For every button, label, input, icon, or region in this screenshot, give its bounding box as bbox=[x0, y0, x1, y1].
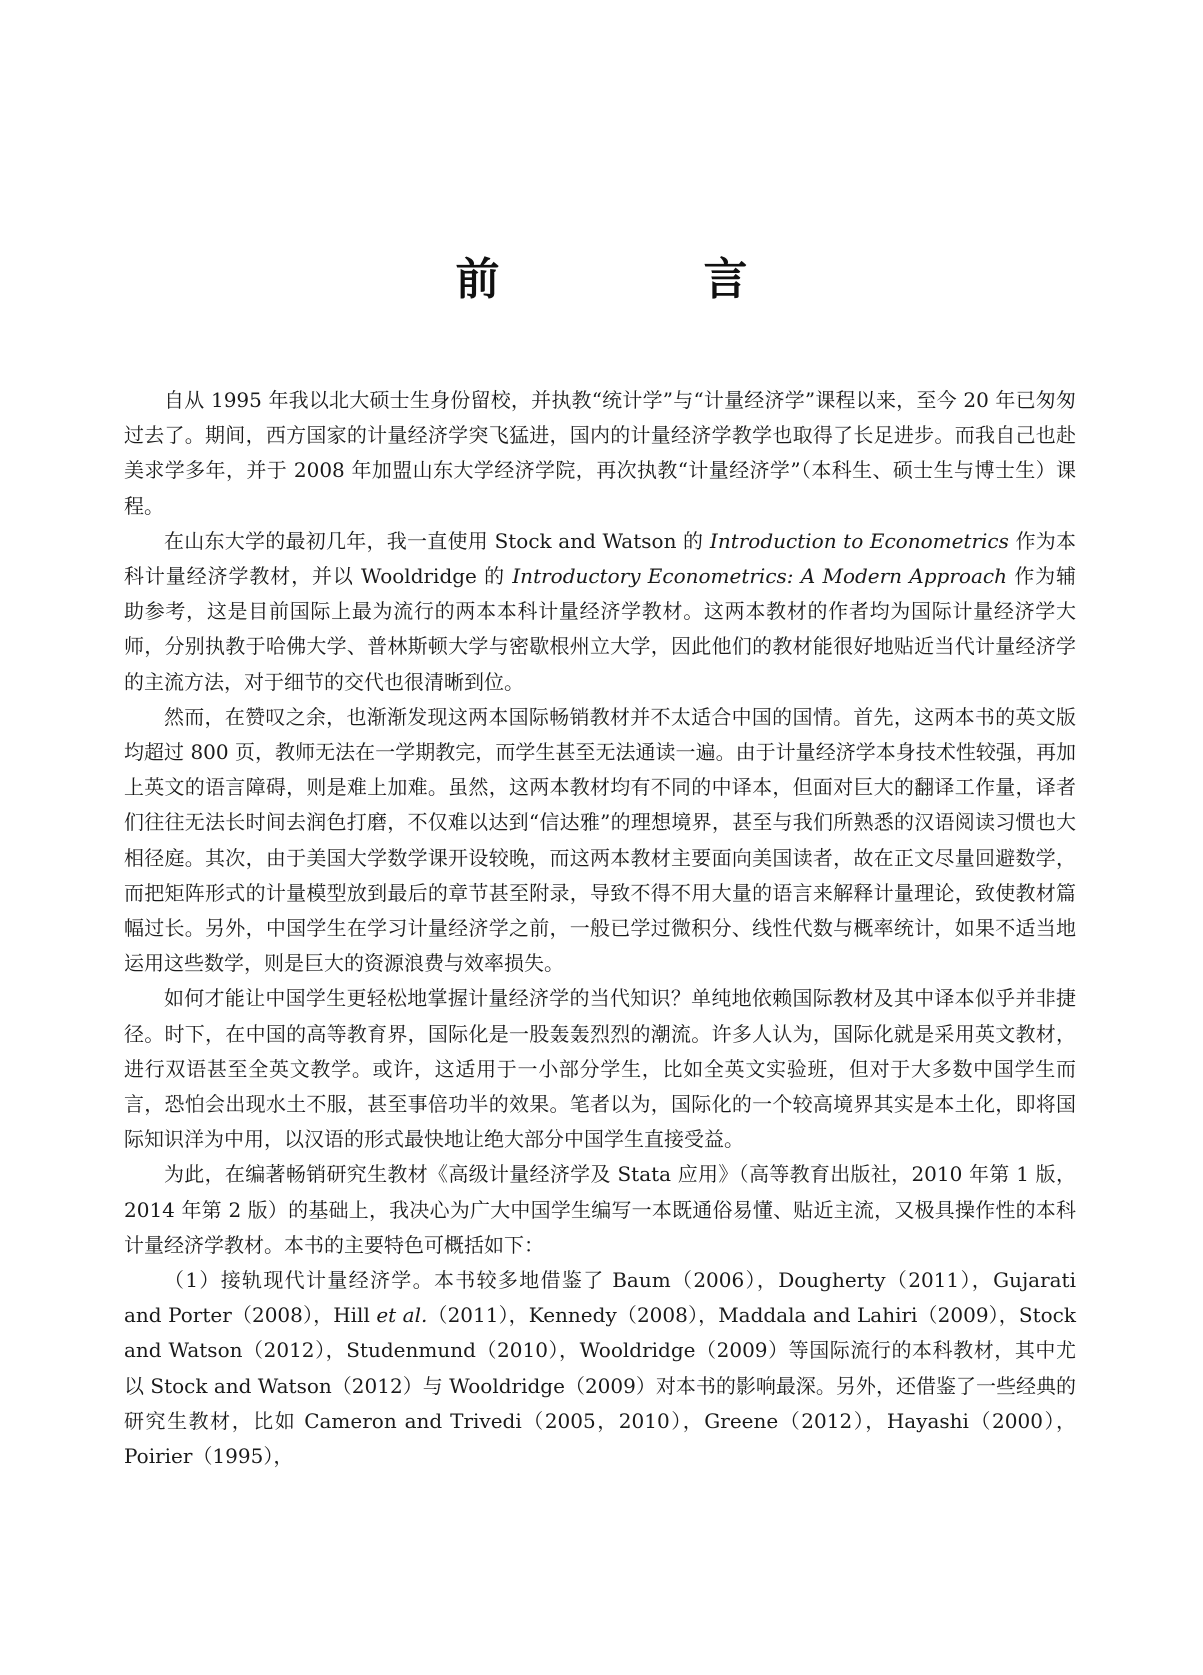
paragraph-2-text-a: 在山东大学的最初几年，我一直使用 Stock and Watson 的 bbox=[164, 528, 710, 553]
paragraph-6 bbox=[124, 1263, 1076, 1474]
paragraph-2-text-c: 作为本科计量经济学教材，并以 Wooldridge 的 bbox=[124, 528, 1077, 589]
paragraph-6-text-a: （1）接轨现代计量经济学。本书较多地借鉴了 Baum（2006），Dougherty（2011），Gujarati and Porter（2008），Hill bbox=[124, 1268, 1076, 1328]
paragraph-2 bbox=[124, 524, 1076, 700]
paragraph-3: 然而，在赞叹之余，也渐渐发现这两本国际畅销教材并不太适合中国的国情。首先，这两本书的英文版均超过 800 页，教师无法在一学期教完，而学生甚至无法通读一遍。由于计量经济学本身技术性较强，再加上英文的语言障碍，则是难上加难。虽然，这两本教材均有不同的中译本，但面对巨大的翻译工作量，译者们往往无法长时间去润色打磨，不仅难以达到“信达雅”的理想境界，甚至与我们所熟悉的汉语阅读习惯也大相径庭。其次，由于美国大学数学课开设较晚，而这两本教材主要面向美国读者，故在正文尽量回避数学，而把矩阵形式的计量模型放到最后的章节甚至附录，导致不得不用大量的语言来解释计量理论，致使教材篇幅过长。另外，中国学生在学习计量经济学之前，一般已学过微积分、线性代数与概率统计，如果不适当地运用这些数学，则是巨大的资源浪费与效率损失。 bbox=[124, 704, 1076, 976]
page-title: 前 言 bbox=[455, 254, 828, 305]
book-title-wooldridge: Introductory Econometrics: A Modern Approach bbox=[512, 564, 1007, 589]
et-al-italic: et al. bbox=[376, 1303, 428, 1328]
paragraph-1: 自从 1995 年我以北大硕士生身份留校，并执教“统计学”与“计量经济学”课程以来，至今 20 年已匆匆过去了。期间，西方国家的计量经济学突飞猛进，国内的计量经济学教学也取得了长足进步。而我自己也赴美求学多年，并于 2008 年加盟山东大学经济学院，再次执教“计量经济学”（本科生、硕士生与博士生）课程。 bbox=[124, 388, 1076, 518]
paragraph-6-text-c: （2011），Kennedy（2008），Maddala and Lahiri（2009），Stock and Watson（2012），Studenmund（2010），Wooldridge（2009）等国际流行的本科教材，其中尤以 Stock and Watson（2012）与 Wooldridge（2009）对本书的影响最深。另外，还借鉴了一些经典的研究生教材，比如 Cameron and Trivedi（2005，2010），Greene（2012），Hayashi（2000），Poirier（1995）， bbox=[124, 1303, 1076, 1469]
paragraph-5: 为此，在编著畅销研究生教材《高级计量经济学及 Stata 应用》（高等教育出版社，2010 年第 1 版，2014 年第 2 版）的基础上，我决心为广大中国学生编写一本既通俗易懂、贴近主流，又极具操作性的本科计量经济学教材。本书的主要特色可概括如下： bbox=[124, 1162, 1076, 1257]
paragraph-2-text-e: 作为辅助参考，这是目前国际上最为流行的两本本科计量经济学教材。这两本教材的作者均为国际计量经济学大师，分别执教于哈佛大学、普林斯顿大学与密歇根州立大学，因此他们的教材能很好地贴近当代计量经济学的主流方法，对于细节的交代也很清晰到位。 bbox=[124, 564, 1076, 694]
book-title-stock-watson: Introduction to Econometrics bbox=[709, 528, 1009, 553]
preface-body bbox=[124, 383, 1076, 1474]
paragraph-4: 如何才能让中国学生更轻松地掌握计量经济学的当代知识？单纯地依赖国际教材及其中译本似乎并非捷径。时下，在中国的高等教育界，国际化是一股轰轰烈烈的潮流。许多人认为，国际化就是采用英文教材，进行双语甚至全英文教学。或许，这适用于一小部分学生，比如全英文实验班，但对于大多数中国学生而言，恐怕会出现水土不服，甚至事倍功半的效果。笔者以为，国际化的一个较高境界其实是本土化，即将国际知识洋为中用，以汉语的形式最快地让绝大部分中国学生直接受益。 bbox=[124, 986, 1076, 1152]
